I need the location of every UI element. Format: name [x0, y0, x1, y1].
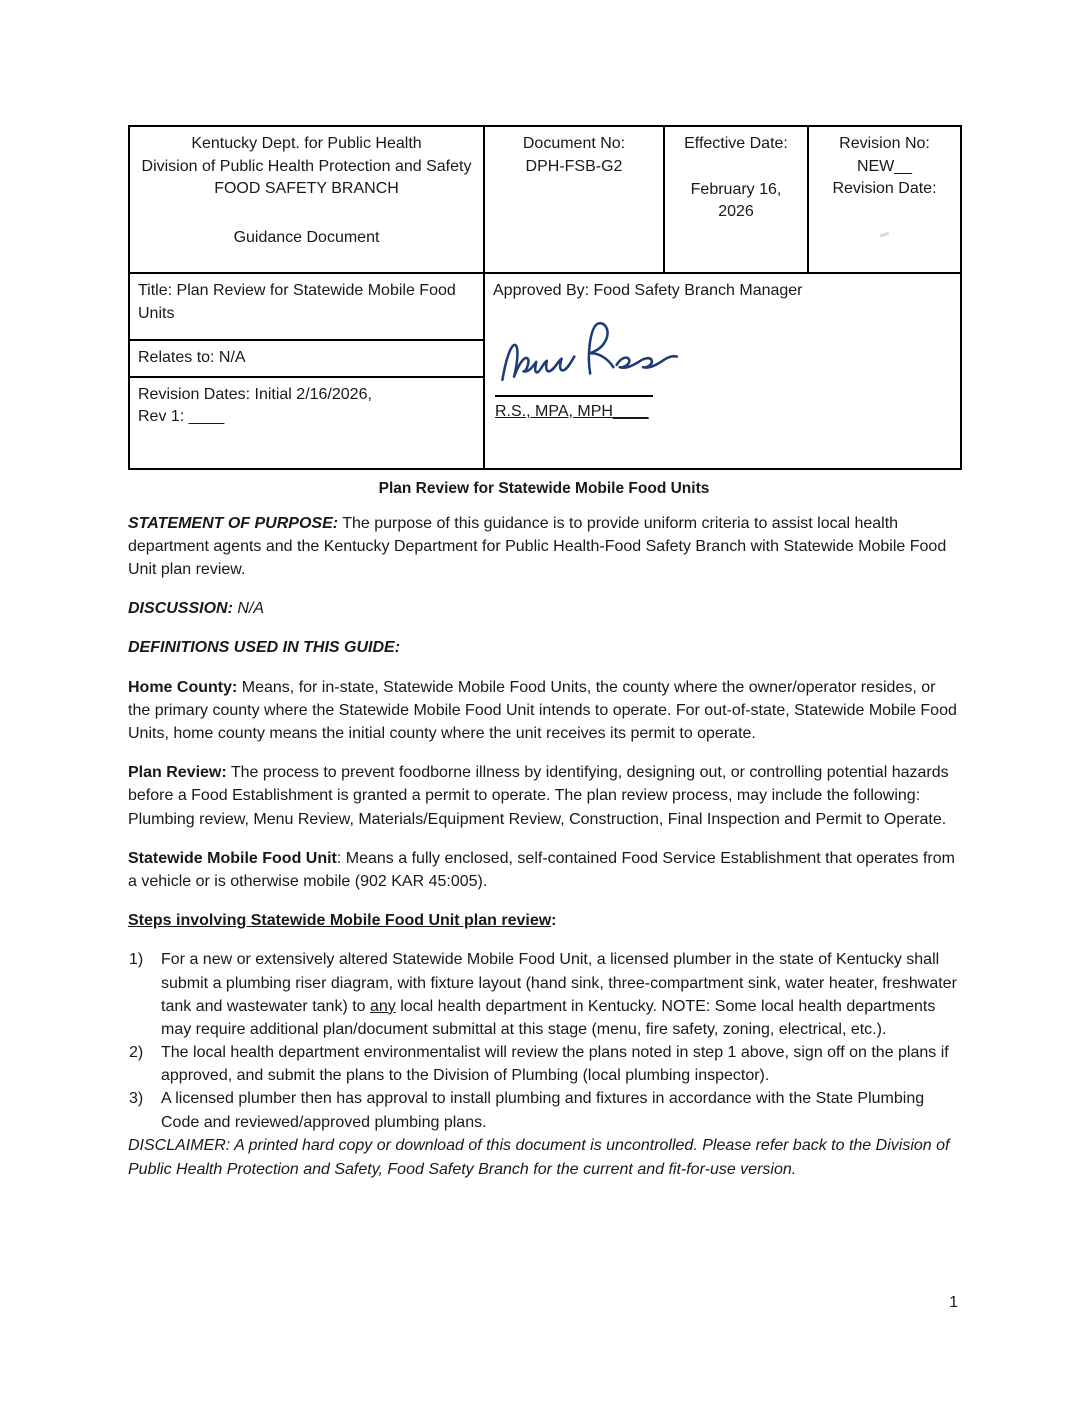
- effective-date-cell: [664, 126, 808, 273]
- document-heading: Plan Review for Statewide Mobile Food Units: [378, 479, 710, 497]
- revision-dates-line-1: Revision Dates: Initial 2/16/2026,: [138, 385, 372, 403]
- revision-date-label: Revision Date:: [832, 180, 937, 198]
- org-line-4: Guidance Document: [233, 229, 380, 247]
- approved-by-line: Approved By: Food Safety Branch Manager: [493, 282, 803, 299]
- signature-caption: R.S., MPA, MPH____: [495, 402, 649, 420]
- revision-cell: [808, 126, 961, 273]
- document-no-value: DPH-FSB-G2: [525, 157, 623, 175]
- step-marker-3: 3): [129, 1090, 144, 1108]
- revision-no-label: Revision No:: [839, 135, 930, 152]
- paragraph-statement-of-purpose: STATEMENT OF PURPOSE: The purpose of this guidance is to provide uniform criteria to assist local health department agents and the Kentucky Department for Public Health-Food Safety Branch with Statewide Mobile Food Unit plan review.: [128, 514, 947, 579]
- org-cell: [129, 126, 484, 273]
- header-table: [128, 125, 962, 470]
- approved-by-cell: [484, 273, 961, 469]
- signature-image: [495, 309, 680, 401]
- org-line-1: Kentucky Dept. for Public Health: [191, 135, 422, 152]
- signature-stroke-2: [589, 323, 613, 373]
- step-marker-2: 2): [129, 1044, 144, 1062]
- document-content: [128, 125, 960, 1198]
- paragraph-statewide-mobile-food-unit: Statewide Mobile Food Unit: Means a fully enclosed, self-contained Food Service Establishment that operates from a vehicle or is otherwise mobile (902 KAR 45:005).: [128, 849, 955, 890]
- step-text-2: The local health department environmentalist will review the plans noted in step 1 above, sign off on the plans if approved, and submit the plans to the Division of Plumbing (local plumbing inspector).: [161, 1044, 949, 1085]
- step-marker-1: 1): [129, 951, 144, 969]
- org-line-2: Division of Public Health Protection and Safety: [141, 157, 472, 175]
- signature-stroke-1: [502, 345, 574, 380]
- revision-no-value: NEW__: [856, 157, 913, 175]
- revision-dates-cell: [129, 377, 484, 469]
- step-text-1: For a new or extensively altered Statewide Mobile Food Unit, a licensed plumber in the state of Kentucky shall submit a plumbing riser diagram, with fixture layout (hand sink, three-compartment sink, water heater, freshwater tank and wastewater tank) to any local health department in Kentucky. NOTE: Some local health departments may require additional plan/document submittal at this stage (menu, fire safety, zoning, electrical, etc.).: [161, 951, 957, 1038]
- disclaimer: DISCLAIMER: A printed hard copy or download of this document is uncontrolled. Please refer back to the Division of Public Health Protection and Safety, Food Safety Branch for the current and fit-for-use version.: [128, 1136, 950, 1178]
- relates-cell: [129, 340, 484, 377]
- step-item-2: [128, 1041, 960, 1087]
- title-cell: [129, 273, 484, 340]
- step-text-3: A licensed plumber then has approval to install plumbing and fixtures in accordance with the State Plumbing Code and reviewed/approved plumbing plans.: [161, 1090, 925, 1131]
- paragraph-plan-review: Plan Review: The process to prevent foodborne illness by identifying, designing out, or controlling potential hazards before a Food Establishment is granted a permit to operate. The plan review process, may include the following: Plumbing review, Menu Review, Materials/Equipment Review, Construction, Final Inspection and Permit to Operate.: [128, 764, 949, 828]
- paragraph-steps-heading: Steps involving Statewide Mobile Food Unit plan review:: [128, 912, 557, 930]
- document-body: [128, 512, 960, 1182]
- page-number: 1: [949, 1294, 958, 1311]
- org-line-3: FOOD SAFETY BRANCH: [214, 180, 399, 198]
- signature-block: [493, 309, 952, 424]
- revision-dates-line-2: Rev 1: ____: [138, 408, 225, 426]
- step-item-3: [128, 1087, 960, 1133]
- title-line: Title: Plan Review for Statewide Mobile Food Units: [138, 282, 456, 322]
- paragraph-definitions-heading: DEFINITIONS USED IN THIS GUIDE:: [128, 639, 401, 657]
- document-no-label: Document No:: [522, 135, 626, 152]
- steps-list: [128, 948, 960, 1134]
- document-no-cell: [484, 126, 664, 273]
- step-item-1: [128, 948, 960, 1041]
- signature-line: [495, 395, 653, 397]
- faint-scan-mark: [880, 232, 889, 238]
- effective-date-label: Effective Date:: [684, 135, 788, 152]
- relates-line: Relates to: N/A: [138, 349, 246, 366]
- effective-date-value: February 16, 2026: [690, 180, 782, 221]
- paragraph-discussion: DISCUSSION: N/A: [128, 600, 265, 618]
- paragraph-home-county: Home County: Means, for in-state, Statewide Mobile Food Units, the county where the owner/operator resides, or the primary county where the Statewide Mobile Food Unit intends to operate. For out-of-state, Statewide Mobile Food Units, home county means the initial county where the unit receives its permit to operate.: [128, 678, 957, 743]
- signature-stroke-3: [617, 356, 677, 368]
